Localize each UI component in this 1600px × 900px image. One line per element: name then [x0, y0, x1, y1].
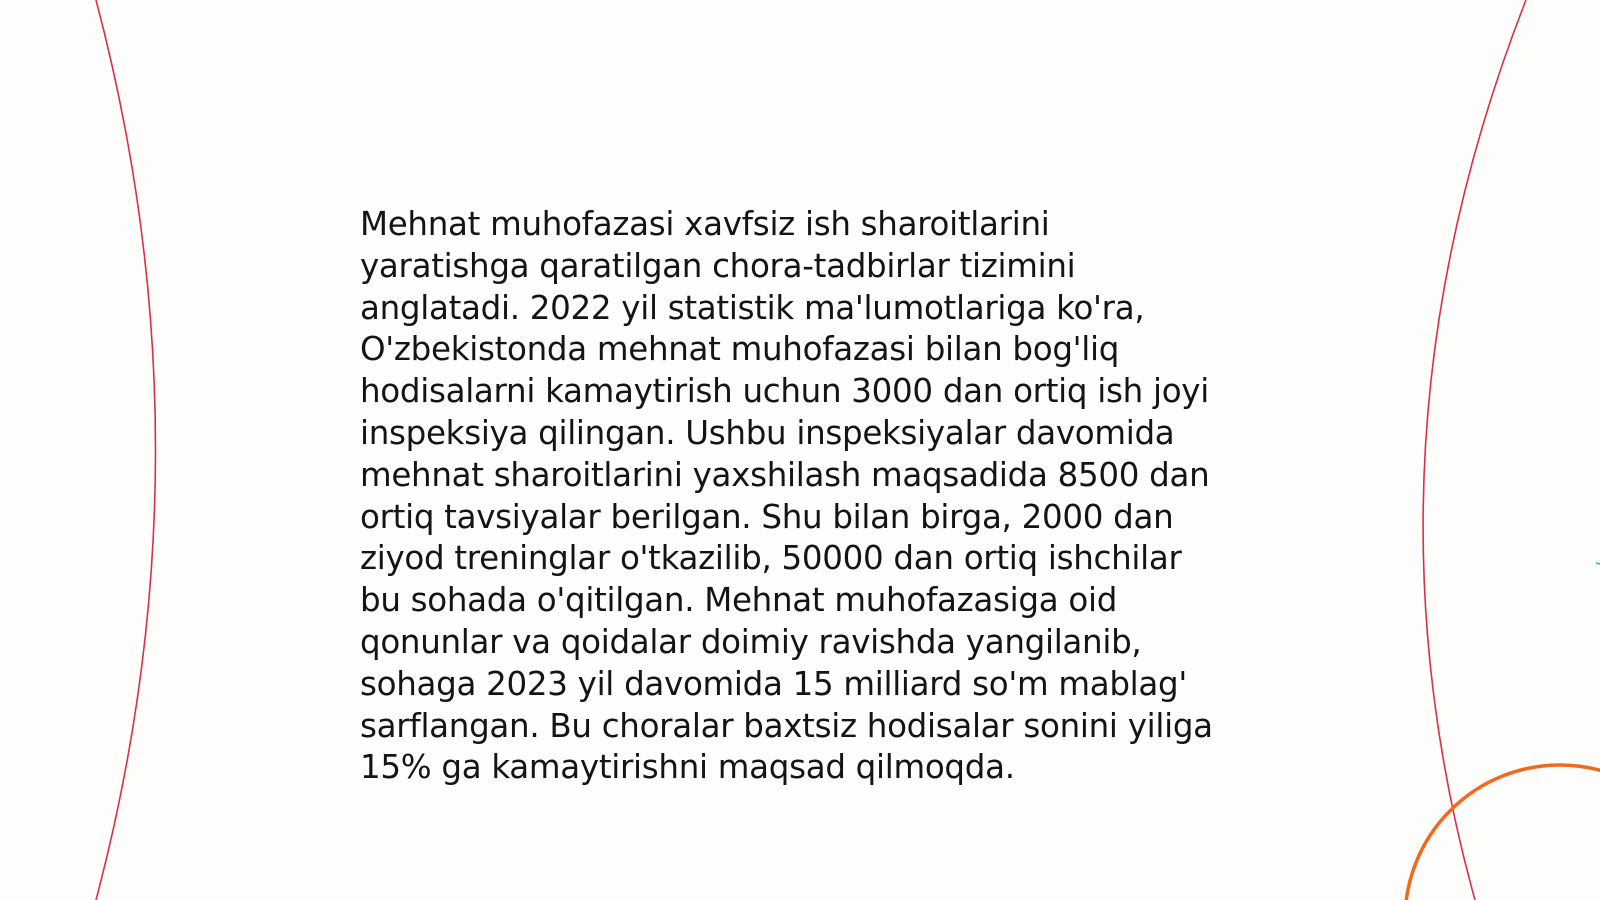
slide-body-text: Mehnat muhofazasi xavfsiz ish sharoitlarini yaratishga qaratilgan chora-tadbirlar tizimini anglatadi. 2022 yil statistik ma'lumotlariga ko'ra, O'zbekistonda mehnat muhofazasi bilan bog'liq hodisalarni kamaytirish uchun 3000 dan ortiq ish joyi inspeksiya qilingan. Ushbu inspeksiyalar davomida mehnat sharoitlarini yaxshilash maqsadida 8500 dan ortiq tavsiyalar berilgan. Shu bilan birga, 2000 dan ziyod treninglar o'tkazilib, 50000 dan ortiq ishchilar bu sohada o'qitilgan. Mehnat muhofazasiga oid qonunlar va qoidalar doimiy ravishda yangilanib, sohaga 2023 yil davomida 15 milliard so'm mablag' sarflangan. Bu choralar baxtsiz hodisalar sonini yiliga 15% ga kamaytirishni maqsad qilmoqda.	[360, 205, 1213, 787]
orange-circle-decoration	[1405, 765, 1600, 900]
right-arc-line	[1423, 0, 1526, 900]
teal-accent-mark	[1596, 563, 1600, 564]
left-arc-line	[96, 0, 156, 900]
